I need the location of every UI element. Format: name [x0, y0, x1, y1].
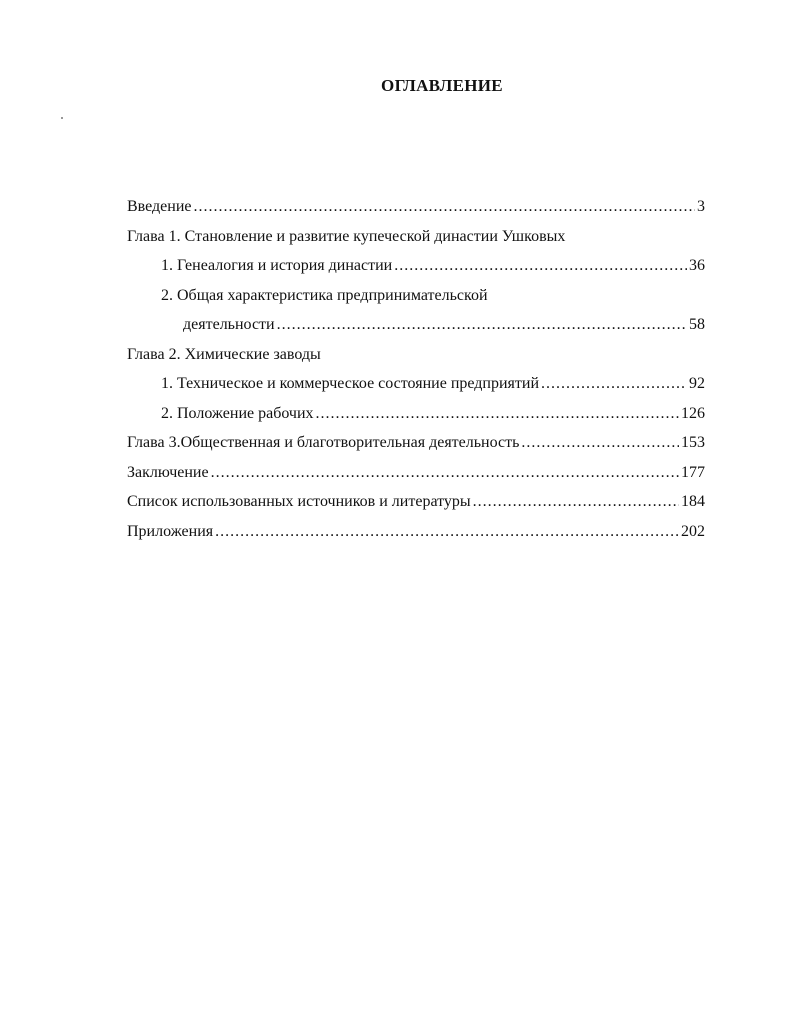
- toc-entry-label: деятельности: [183, 316, 275, 333]
- toc-entry-1-2-line2[interactable]: [127, 314, 705, 344]
- dot-leader: [394, 255, 687, 277]
- toc-entry-label: Введение: [127, 198, 192, 215]
- toc-page-number: 153: [681, 434, 705, 451]
- page-title: ОГЛАВЛЕНИЕ: [381, 76, 503, 95]
- toc-chapter-2-title[interactable]: [127, 344, 705, 374]
- dot-leader: [215, 521, 679, 543]
- dot-leader: [194, 196, 696, 218]
- toc-entry-intro[interactable]: [127, 196, 705, 226]
- toc-page-number: 3: [697, 198, 705, 215]
- dot-leader: [541, 373, 687, 395]
- toc-entry-label: Заключение: [127, 463, 209, 481]
- toc-page-number: 184: [681, 493, 705, 510]
- toc-entry-label: Приложения: [127, 522, 214, 540]
- toc-entry-label: Глава 2. Химические заводы: [127, 345, 321, 363]
- toc-entry-label: Глава 3.Общественная и благотворительная деятельность: [127, 434, 520, 451]
- dot-leader: [211, 462, 679, 484]
- toc-entry-label: 2. Положение рабочих: [161, 404, 314, 422]
- scan-speck: [61, 117, 63, 119]
- toc-entry-label: 1. Техническое и коммерческое состояние предприятий: [161, 375, 540, 392]
- toc-entry-1-1[interactable]: [127, 255, 705, 285]
- toc-page-number: 202: [681, 522, 705, 540]
- toc-entry-sources[interactable]: [127, 491, 705, 521]
- toc-page-number: 58: [689, 316, 705, 333]
- toc-chapter-1-title[interactable]: [127, 226, 705, 256]
- dot-leader: [316, 403, 679, 425]
- toc-entry-1-2-line1[interactable]: [127, 285, 705, 315]
- table-of-contents: [127, 196, 705, 550]
- toc-entry-2-1[interactable]: [127, 373, 705, 403]
- dot-leader: [473, 491, 679, 513]
- toc-entry-label: 1. Генеалогия и история династии: [161, 257, 393, 274]
- toc-entry-conclusion[interactable]: [127, 462, 705, 492]
- toc-entry-appendices[interactable]: [127, 521, 705, 551]
- toc-entry-label: Глава 1. Становление и развитие купеческой династии Ушковых: [127, 227, 566, 245]
- dot-leader: [521, 432, 679, 454]
- toc-entry-2-2[interactable]: [127, 403, 705, 433]
- toc-page-number: 177: [681, 463, 705, 481]
- dot-leader: [277, 314, 687, 336]
- toc-page-number: 36: [689, 257, 705, 274]
- toc-entry-label: 2. Общая характеристика предпринимательской: [161, 286, 488, 304]
- toc-entry-label: Список использованных источников и литературы: [127, 493, 471, 510]
- toc-entry-chapter-3[interactable]: [127, 432, 705, 462]
- toc-page-number: 92: [689, 375, 705, 392]
- toc-page-number: 126: [681, 404, 705, 422]
